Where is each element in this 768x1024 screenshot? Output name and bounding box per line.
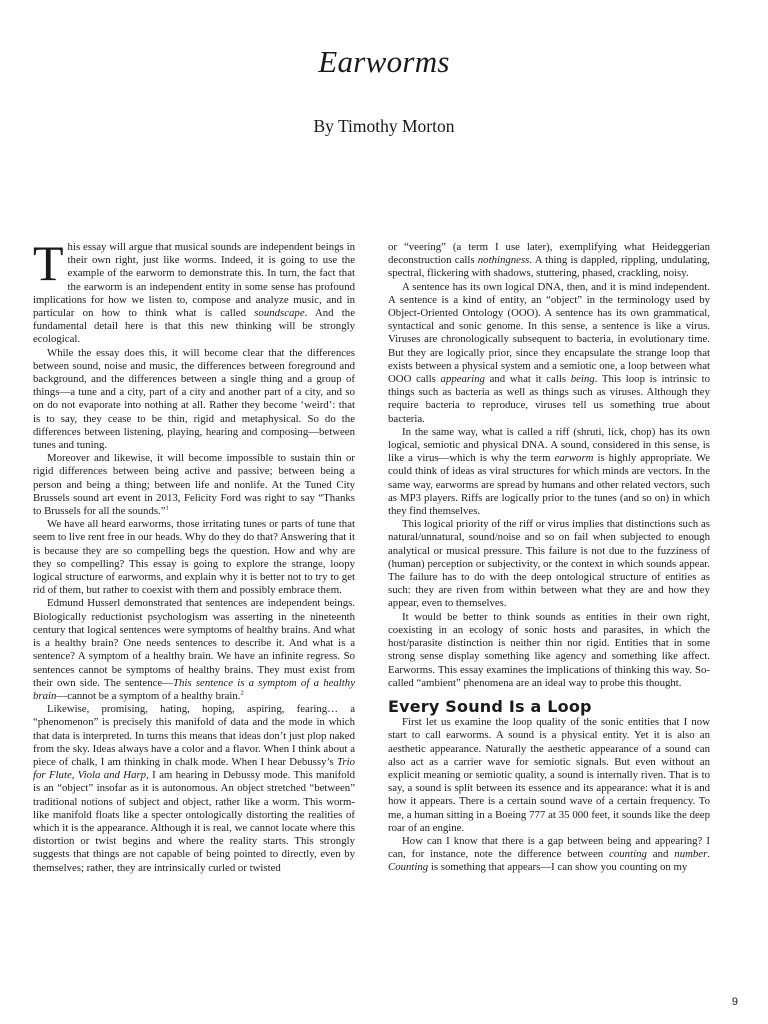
text-run: How can I know that there is a gap between being and appearing? I can, for instance, note the difference between	[388, 834, 710, 861]
emphasis: Counting	[388, 861, 429, 874]
right-column	[388, 241, 710, 875]
paragraph	[33, 597, 355, 703]
emphasis: Trio for Flute, Viola and Harp	[33, 755, 355, 782]
text-run: and what it calls	[484, 373, 571, 386]
page-number: 9	[731, 996, 738, 1008]
paragraph: We have all heard earworms, those irritating tunes or parts of tune that seem to live rent free in our heads. Why do they do that? Answering that it is because they are so compelling begs the question. How and why are they so compelling? This essay is going to explore the strange, loopy logical structure of earworms, and explain why it is better not to try to get rid of them, but rather to coexist with them and possibly embrace them.	[33, 518, 355, 597]
text-run: is highly appropriate. We could think of ideas as viral structures for which minds are vectors. In the same way, earworms are spread by humans and other related vectors, such as MP3 players. Riffs are logically prior to the tunes (and so on) in which they find themselves.	[388, 452, 710, 518]
text-run: his essay will argue that musical sounds are independent beings in their own right, just like worms. Indeed, it is going to use the example of the earworm to demonstrate this. In turn, the fact that the earworm is an independent entity in some sense has profound implications for how we listen to, compose and analyze music, and in particular on how to think what is called	[33, 241, 355, 320]
paragraph: First let us examine the loop quality of the sonic entities that I now start to call earworms. A sound is a physical entity. Yet it is also an aesthetic appearance. Naturally the aesthetic appearance of a sound can also act as a carrier wave for semiotic signals. But even without an explicit meaning or semiotic quality, a sound is internally riven. That is to say, a sound is split between its essence and its appearance: what it is and how it appears. There is a certain sound wave of a certain frequency. To me, a human sitting in a Boeing 777 at 35 000 feet, it sounds like the deep roar of an engine.	[388, 716, 710, 834]
text-run: —cannot be a symptom of a healthy brain.	[56, 689, 241, 702]
paragraph	[33, 452, 355, 518]
text-run: , I am hearing in Debussy mode. This manifold is an “object” insofar as it is autonomous. An object stretched “between” traditional notions of subject and object, rather like a worm. This worm-like manifold floats like a specter ontologically distorting the realities of which it is the appearance. Although it is real, we cannot locate where this distortion or twist begins and where the reality starts. This strongly suggests that things are not capable of being pointed to directly, even by themselves; rather, they are intrinsically curled or twisted	[33, 769, 355, 874]
text-run: . And the fundamental detail here is that this new thinking will be strongly ecological.	[33, 307, 355, 346]
paragraph	[388, 281, 710, 426]
paragraph: This logical priority of the riff or virus implies that distinctions such as natural/unnatural, sound/noise and so on fail when subjected to enough analytical or musical pressure. This failure is not due to the fuzziness of (human) perception or subjectivity, or the context in which sounds appear. The failure has to do with the deep ontological structure of entities as such: they are riven from within between what they are and how they appear, even to themselves.	[388, 518, 710, 610]
text-run: or “veering” (a term I use later), exemplifying what Heideggerian deconstruction calls	[388, 241, 710, 267]
paragraph: It would be better to think sounds as entities in their own right, coexisting in an ecology of sonic hosts and parasites, in which the host/parasite distinction is neither thin nor rigid. Entities that in some strong sense display something like agency and something like affect. Earworms. This essay examines the implications of thinking this way. So-called “ambient” phenomena are an ideal way to probe this thought.	[388, 610, 710, 689]
text-run: and	[646, 848, 675, 861]
text-run: .	[707, 848, 710, 861]
paragraph	[388, 426, 710, 518]
paragraph: While the essay does this, it will become clear that the differences between sound, noise and music, the differences between foreground and background, and the differences between a single thing and a group of things—a tune and a city, part of a city and another part of a city, and so on do not evaporate into nothing at all. Rather they become ‘weird’: that is to say, they cease to be thin, rigid and metaphysical. So do the differences between listening, playing, hearing and composing—between tunes and tuning.	[33, 346, 355, 452]
emphasis: counting	[609, 848, 647, 861]
paragraph	[388, 241, 710, 281]
emphasis: being	[570, 373, 595, 386]
footnote-ref: 2	[240, 689, 244, 697]
emphasis: number	[674, 848, 708, 861]
article-title: Earworms	[318, 44, 450, 79]
text-run: Moreover and likewise, it will become impossible to sustain thin or rigid differences between being active and passive; between being a person and being a thing; between life and nonlife. At the Tuned City Brussels sound art event in 2013, Felicity Ford was right to say “Thanks to Brussels for all the sounds.”	[33, 452, 355, 518]
text-run: . A thing is dappled, rippling, undulating, spectral, flickering with shadows, stuttering, phased, crackling, noisy.	[388, 254, 710, 280]
text-run: is something that appears—I can show you counting on my	[428, 861, 688, 874]
text-run: Likewise, promising, hating, hoping, aspiring, fearing… a “phenomenon” is precisely this manifold of data and the mode in which that data is interpreted. In turns this means that ideas don’t just plop naked from the sky. Ideas always have a color and a flavor. When I think about a piece of chalk, I am thinking in chalk mode. When I hear Debussy’s	[33, 703, 355, 768]
text-run: In the same way, what is called a riff (shruti, lick, chop) has its own logical, semiotic and physical DNA. A sound, considered in this sense, is like a virus—which is why the term	[388, 425, 710, 465]
emphasis: nothingness	[477, 254, 530, 267]
drop-cap: T	[33, 235, 64, 291]
emphasis: earworm	[554, 452, 594, 465]
text-run: A sentence has its own logical DNA, then, and it is mind independent. A sentence is a kind of entity, an “object” in the terminology used by Object-Oriented Ontology (OOO). A sentence has its own grammatical, syntactical and sonic genome. In this sense, a sentence is like a virus. Viruses are chronologically subsequent to bacteria, in evolutionary time. But they are logically prior, since they encapsulate the strange loop that exists between a physical system and a semiotic one, a loop between what OOO calls	[388, 280, 710, 386]
text-run: . This loop is intrinsic to things such as bacteria as well as things such as viruses. Although they require bacteria to reproduce, viruses tell us something true about bacteria.	[388, 373, 711, 425]
text-run: Edmund Husserl demonstrated that sentences are independent beings. Biologically reductionist psychologism was asserting in the nineteenth century that logical sentences were symptoms of healthy brains. And what is a healthy brain? One needs sentences to describe it. And what is a sentence? A symptom of a healthy brain. We have an infinite regress. So sentences cannot be symptoms of healthy brains. They must exist from their own side. The sentence—	[33, 597, 355, 689]
emphasis: This sentence is a symptom of a healthy brain	[33, 676, 355, 702]
emphasis: soundscape	[254, 307, 305, 320]
left-column	[33, 235, 355, 875]
section-heading: Every Sound Is a Loop	[388, 696, 592, 716]
paragraph	[388, 835, 710, 875]
paragraph	[33, 703, 355, 875]
author-byline: By Timothy Morton	[313, 116, 455, 136]
footnote-ref: 1	[165, 504, 169, 512]
emphasis: appearing	[440, 373, 485, 386]
paragraph	[33, 235, 355, 347]
